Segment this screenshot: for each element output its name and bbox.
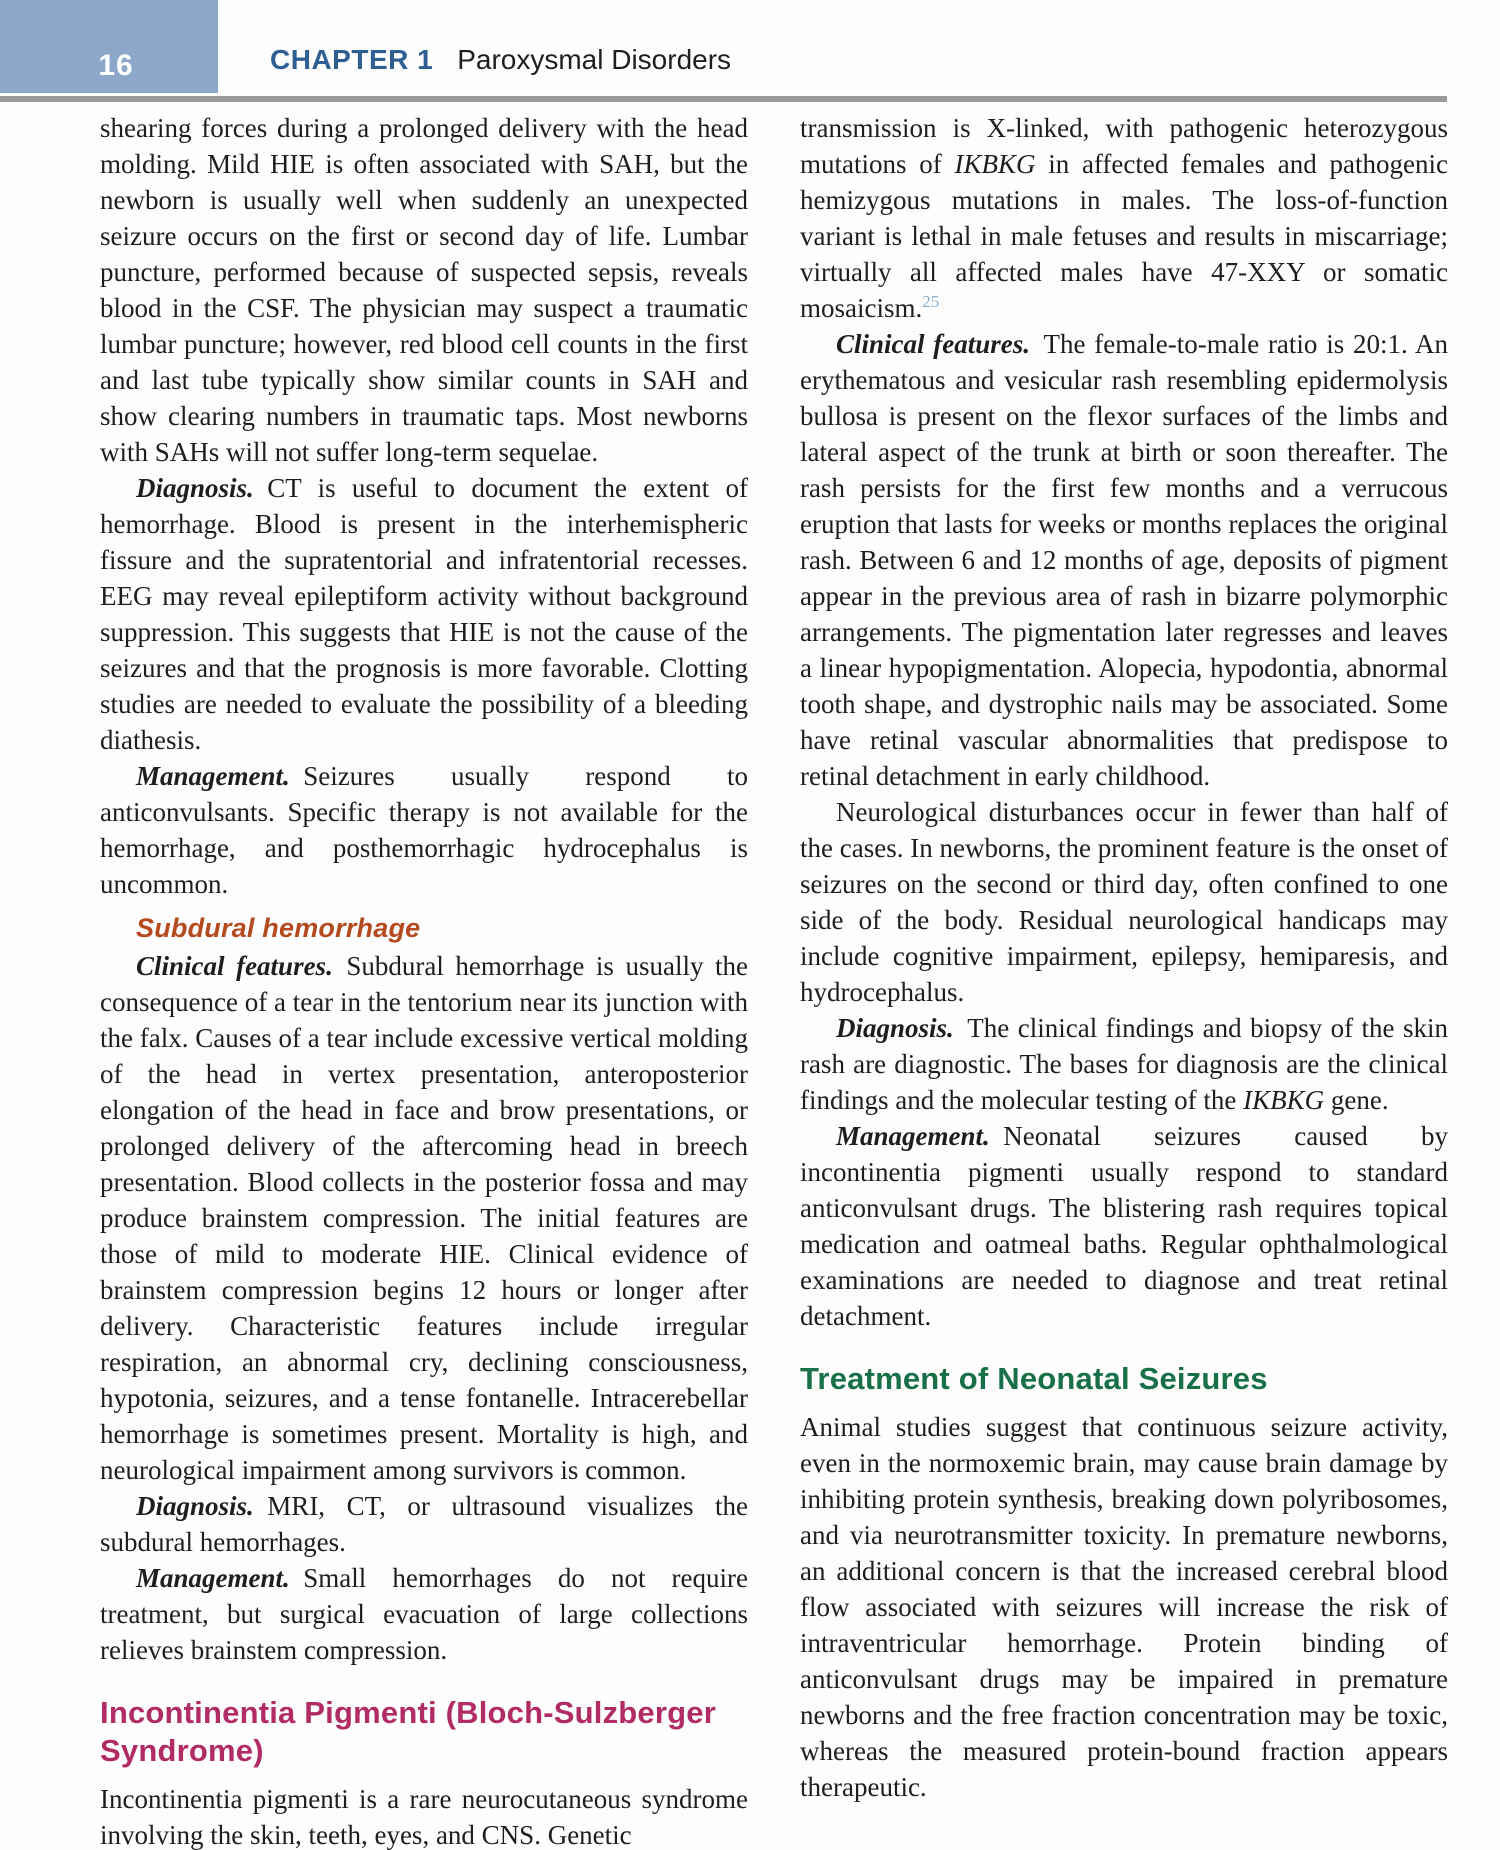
body-paragraph: [800, 326, 1448, 794]
body-paragraph: [100, 948, 748, 1488]
body-paragraph: [100, 1488, 748, 1560]
text-run: Neurological disturbances occur in fewer than half of the cases. In newborns, the prominent feature is the onset of seizures on the second or third day, often confined to one side of the body. Residual neurological handicaps may include cognitive impairment, epilepsy, hemiparesis, and hydrocephalus.: [800, 797, 1448, 1007]
text-run: MRI, CT, or ultrasound visualizes the subdural hemorrhages.: [100, 1491, 748, 1557]
paragraph-lead: Clinical features.: [136, 951, 347, 981]
paragraph-lead: Management.: [836, 1121, 1004, 1151]
gene-name: IKBKG: [954, 149, 1036, 179]
body-paragraph: [100, 1781, 748, 1850]
text-run: Animal studies suggest that continuous seizure activity, even in the normoxemic brain, may cause brain damage by inhibiting protein synthesis, breaking down polyribosomes, and via neurotransmitter toxicity. In premature newborns, an additional concern is that the increased cerebral blood flow associated with seizures will increase the risk of intraventricular hemorrhage. Protein binding of anticonvulsant drugs may be impaired in premature newborns and the free fraction concentration may be toxic, whereas the measured protein-bound fraction appears therapeutic.: [800, 1412, 1448, 1802]
body-paragraph: [800, 1409, 1448, 1805]
page-number-band: [0, 0, 218, 93]
paragraph-lead: Diagnosis.: [136, 1491, 268, 1521]
heading-treatment-of-neonatal-seizures: Treatment of Neonatal Seizures: [800, 1361, 1268, 1396]
chapter-title: Paroxysmal Disorders: [457, 44, 732, 75]
body-paragraph: [800, 110, 1448, 326]
paragraph-lead: Management.: [136, 761, 304, 791]
header-rule: [0, 96, 1447, 102]
paragraph-lead: Diagnosis.: [136, 473, 268, 503]
right-column: [800, 110, 1448, 1805]
text-run: in affected females and pathogenic hemizygous mutations in males. The loss-of-function variant is lethal in male fetuses and results in miscarriage; virtually all affected males have 47-XXY or somatic mosaicism.: [800, 149, 1448, 323]
text-run: Seizures usually respond to anticonvulsants. Specific therapy is not available for the hemorrhage, and posthemorrhagic hydrocephalus is uncommon.: [100, 761, 748, 899]
paragraph-lead: Management.: [136, 1563, 304, 1593]
text-run: The female-to-male ratio is 20:1. An erythematous and vesicular rash resembling epidermolysis bullosa is present on the flexor surfaces of the limbs and lateral aspect of the trunk at birth or soon thereafter. The rash persists for the first few months and a verrucous eruption that lasts for weeks or months replaces the original rash. Between 6 and 12 months of age, deposits of pigment appear in the previous area of rash in bizarre polymorphic arrangements. The pigmentation later regresses and leaves a linear hypopigmentation. Alopecia, hypodontia, abnormal tooth shape, and dystrophic nails may be associated. Some have retinal vascular abnormalities that predispose to retinal detachment in early childhood.: [800, 329, 1448, 791]
text-run: Incontinentia pigmenti is a rare neurocutaneous syndrome involving the skin, teeth, eyes, and CNS. Genetic: [100, 1784, 748, 1850]
body-paragraph: [100, 1560, 748, 1668]
heading-incontinentia-pigmenti: Incontinentia Pigmenti (Bloch-Sulzberger Syndrome): [100, 1695, 716, 1768]
body-paragraph: [800, 1010, 1448, 1118]
paragraph-lead: Clinical features.: [836, 329, 1044, 359]
body-paragraph: [800, 1118, 1448, 1334]
reference-superscript: 25: [922, 292, 940, 311]
text-run: Small hemorrhages do not require treatment, but surgical evacuation of large collections relieves brainstem compression.: [100, 1563, 748, 1665]
left-column: [100, 110, 748, 1850]
text-run: transmission is X-linked, with pathogenic heterozygous mutations of: [800, 113, 1448, 179]
gene-name: IKBKG: [1243, 1085, 1325, 1115]
chapter-label: CHAPTER 1: [270, 44, 434, 75]
paragraph-lead: Diagnosis.: [836, 1013, 968, 1043]
text-run: Neonatal seizures caused by incontinentia pigmenti usually respond to standard anticonvulsant drugs. The blistering rash requires topical medication and oatmeal baths. Regular ophthalmological examinations are needed to diagnose and treat retinal detachment.: [800, 1121, 1448, 1331]
text-run: shearing forces during a prolonged delivery with the head molding. Mild HIE is often associated with SAH, but the newborn is usually well when suddenly an unexpected seizure occurs on the first or second day of life. Lumbar puncture, performed because of suspected sepsis, reveals blood in the CSF. The physician may suspect a traumatic lumbar puncture; however, red blood cell counts in the first and last tube typically show similar counts in SAH and show clearing numbers in traumatic taps. Most newborns with SAHs will not suffer long-term sequelae.: [100, 113, 748, 467]
running-header: [270, 46, 731, 74]
text-run: gene.: [1324, 1085, 1389, 1115]
body-paragraph: [800, 794, 1448, 1010]
text-run: The clinical findings and biopsy of the skin rash are diagnostic. The bases for diagnosis are the clinical findings and the molecular testing of the: [800, 1013, 1448, 1115]
body-paragraph: [100, 470, 748, 758]
subheading-subdural-hemorrhage: Subdural hemorrhage: [136, 913, 421, 943]
body-paragraph: [100, 758, 748, 902]
text-run: Subdural hemorrhage is usually the consequence of a tear in the tentorium near its junction with the falx. Causes of a tear include excessive vertical molding of the head in vertex presentation, anteroposterior elongation of the head in face and brow presentations, or prolonged delivery of the aftercoming head in breech presentation. Blood collects in the posterior fossa and may produce brainstem compression. The initial features are those of mild to moderate HIE. Clinical evidence of brainstem compression begins 12 hours or longer after delivery. Characteristic features include irregular respiration, an abnormal cry, declining consciousness, hypotonia, seizures, and a tense fontanelle. Intracerebellar hemorrhage is sometimes present. Mortality is high, and neurological impairment among survivors is common.: [100, 951, 748, 1485]
page-number: 16: [98, 49, 134, 82]
body-paragraph: [100, 110, 748, 470]
text-run: CT is useful to document the extent of hemorrhage. Blood is present in the interhemispheric fissure and the supratentorial and infratentorial recesses. EEG may reveal epileptiform activity without background suppression. This suggests that HIE is not the cause of the seizures and that the prognosis is more favorable. Clotting studies are needed to evaluate the possibility of a bleeding diathesis.: [100, 473, 748, 755]
